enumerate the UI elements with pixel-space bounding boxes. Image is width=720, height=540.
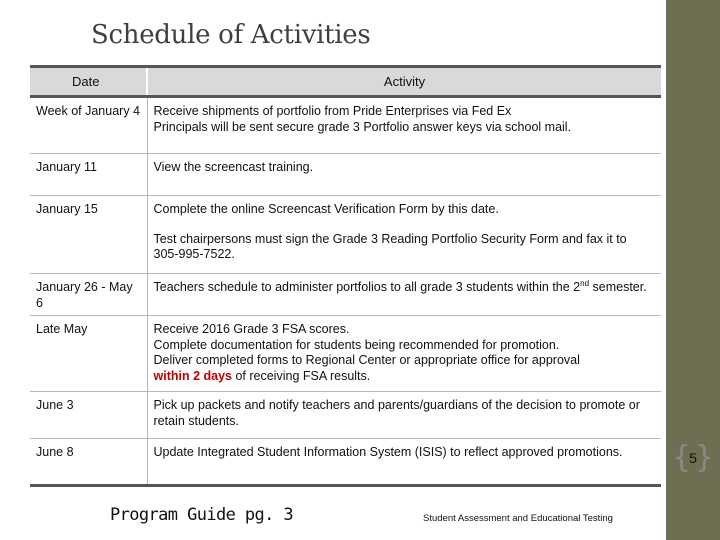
page-number [670,440,716,476]
table-row [30,439,661,486]
activity-line: Pick up packets and notify teachers and parents/guardians of the decision to promote or retain students. [153,398,640,428]
table-row [30,316,661,392]
activity-line: Test chairpersons must sign the Grade 3 Reading Portfolio Security Form and fax it to 305-995-7522. [153,231,627,261]
table-row [30,274,661,316]
row-date: June 3 [30,392,147,439]
table-row [30,97,661,154]
right-bracket-icon: } [694,440,714,475]
left-bracket-icon: { [672,440,692,475]
activity-line: View the screencast training. [153,160,314,174]
row-date: January 11 [30,154,147,196]
activity-line: Update Integrated Student Information System (ISIS) to reflect approved promotions. [153,445,623,459]
activity-line: Receive 2016 Grade 3 FSA scores. [153,322,350,336]
row-date: Late May [30,316,147,392]
table-row [30,392,661,439]
activity-text: Teachers schedule to administer portfolios to all grade 3 students within the 2 [153,280,581,294]
activity-line: Complete the online Screencast Verification Form by this date. [153,202,499,216]
activity-text: semester. [589,280,647,294]
header-date: Date [30,67,147,97]
row-date: January 26 - May 6 [30,274,147,316]
department-name: Student Assessment and Educational Testing [423,513,613,524]
activity-line: Principals will be sent secure grade 3 Portfolio answer keys via school mail. [153,119,572,134]
row-date: January 15 [30,196,147,274]
row-activity [147,316,661,392]
page-number-value: 5 [689,450,697,466]
header-activity: Activity [147,67,661,97]
table-row [30,196,661,274]
row-activity [147,274,661,316]
activity-line [154,369,656,385]
page-title: Schedule of Activities [91,20,371,50]
activity-line: Complete documentation for students being recommended for promotion. [153,337,560,352]
row-activity [147,154,661,196]
table-row [30,154,661,196]
row-activity [147,196,661,274]
activity-line: Deliver completed forms to Regional Center or appropriate office for approval [153,353,580,367]
ordinal-suffix: nd [580,278,590,288]
activity-line: Receive shipments of portfolio from Pride Enterprises via Fed Ex [153,104,512,118]
spacer [154,218,656,232]
activity-text: of receiving FSA results. [232,368,371,383]
row-activity [147,97,661,154]
deadline-highlight: within 2 days [153,368,232,383]
row-date: June 8 [30,439,147,486]
row-activity [147,392,661,439]
row-activity [147,439,661,486]
program-guide-reference: Program Guide pg. 3 [110,505,294,525]
table-header-row [30,67,661,97]
schedule-table [30,65,661,487]
row-date: Week of January 4 [30,97,147,154]
